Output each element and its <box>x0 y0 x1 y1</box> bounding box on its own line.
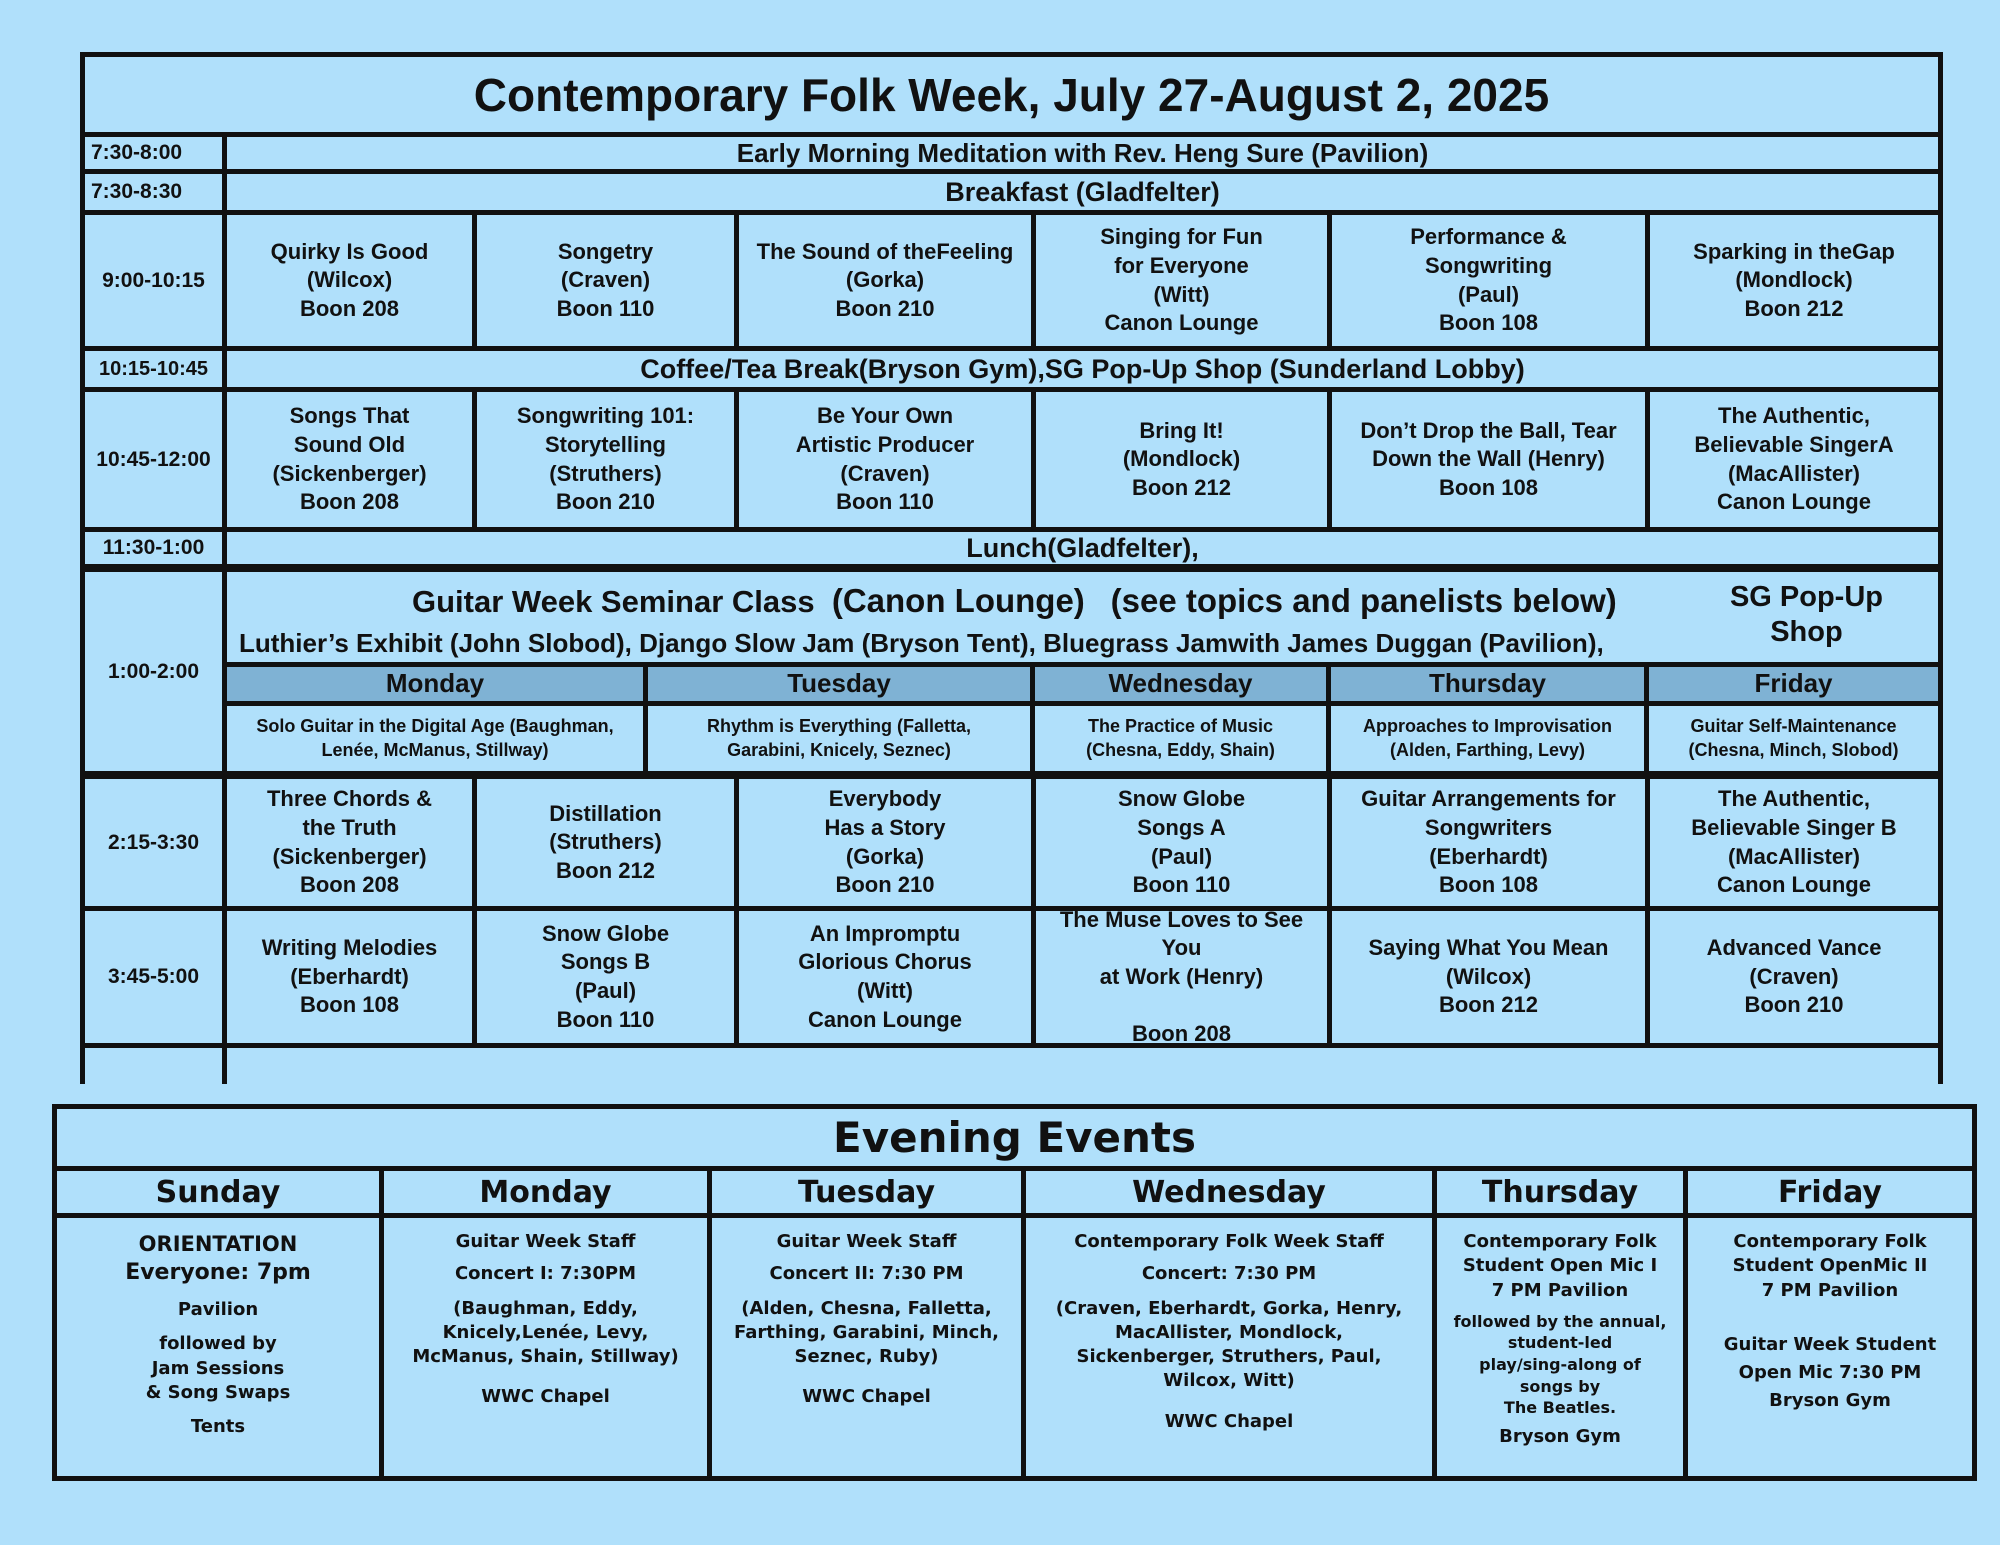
evening-wednesday: Contemporary Folk Week Staff Concert: 7:30 PM (Craven, Eberhardt, Gorka, Henry, MacAllister, Mondlock, Sickenberger, Struthers, Paul, Wilcox, Witt) WWC Chapel <box>1026 1218 1437 1481</box>
class-cell: Everybody Has a Story (Gorka) Boon 210 <box>739 779 1036 906</box>
time-label: 11:30-1:00 <box>85 532 227 564</box>
day-sunday: Sunday <box>57 1171 384 1213</box>
time-label: 7:30-8:00 <box>85 137 227 169</box>
class-cell: Don’t Drop the Ball, Tear Down the Wall (Henry) Boon 108 <box>1332 392 1650 527</box>
class-cell: Distillation (Struthers) Boon 212 <box>477 779 739 906</box>
day-monday: Monday <box>384 1171 712 1213</box>
time-label: 10:45-12:00 <box>85 392 227 527</box>
class-cell: The Muse Loves to See You at Work (Henry) Boon 208 <box>1036 911 1332 1043</box>
day-tuesday: Tuesday <box>648 667 1035 701</box>
time-label: 7:30-8:30 <box>85 174 227 210</box>
session3-row <box>85 779 1938 911</box>
day-friday: Friday <box>1777 1174 1882 1210</box>
class-cell: Bring It! (Mondlock) Boon 212 <box>1036 392 1332 527</box>
seminar-title: Guitar Week Seminar Class (Canon Lounge) (see topics and panelists below) <box>412 582 1617 619</box>
evening-day-header <box>57 1171 1972 1218</box>
topic-cell: Guitar Self-Maintenance (Chesna, Minch, Slobod) <box>1688 716 1899 760</box>
day-monday: Monday <box>227 667 648 701</box>
seminar-events-line: Luthier’s Exhibit (John Slobod), Django Slow Jam (Bryson Tent), Bluegrass Jamwith James Duggan (Pavilion), <box>239 628 1604 658</box>
class-cell: Three Chords & the Truth (Sickenberger) Boon 208 <box>227 779 477 906</box>
time-label-empty <box>85 1048 227 1084</box>
meditation-text: Early Morning Meditation with Rev. Heng Sure (Pavilion) <box>736 137 1429 168</box>
time-label: 9:00-10:15 <box>85 215 227 346</box>
class-cell: The Authentic, Believable SingerA (MacAllister) Canon Lounge <box>1694 403 1894 515</box>
class-cell: Songwriting 101: Storytelling (Struthers) Boon 210 <box>477 392 739 527</box>
class-cell: Be Your Own Artistic Producer (Craven) Boon 110 <box>739 392 1036 527</box>
day-wednesday: Wednesday <box>1035 667 1331 701</box>
evening-thursday: Contemporary Folk Student Open Mic I 7 PM Pavilion followed by the annual, student-led play/sing-along of songs by The Beatles. Bryson Gym <box>1437 1218 1688 1481</box>
time-label: 10:15-10:45 <box>85 351 227 387</box>
seminar-row <box>85 572 1938 779</box>
topic-cell: The Practice of Music (Chesna, Eddy, Shain) <box>1035 706 1331 771</box>
class-cell: The Authentic, Believable Singer B (MacAllister) Canon Lounge <box>1691 786 1897 898</box>
seminar-day-header <box>227 667 1938 706</box>
class-cell: Advanced Vance (Craven) Boon 210 <box>1706 935 1882 1018</box>
coffee-text: Coffee/Tea Break(Bryson Gym),SG Pop-Up Shop (Sunderland Lobby) <box>640 353 1525 384</box>
day-wednesday: Wednesday <box>1026 1171 1437 1213</box>
lunch-row <box>85 532 1938 572</box>
seminar-topics <box>227 706 1938 771</box>
seminar-header <box>227 572 1938 667</box>
topic-cell: Rhythm is Everything (Falletta, Garabini, Knicely, Seznec) <box>648 706 1035 771</box>
evening-friday: Contemporary Folk Student OpenMic II 7 PM Pavilion Guitar Week Student Open Mic 7:30 PM Bryson Gym <box>1723 1231 1937 1412</box>
session4-row <box>85 906 1938 1048</box>
session2-row <box>85 392 1938 532</box>
class-cell: Performance & Songwriting (Paul) Boon 108 <box>1332 215 1650 346</box>
class-cell: The Sound of theFeeling (Gorka) Boon 210 <box>739 215 1036 346</box>
breakfast-text: Breakfast (Gladfelter) <box>945 176 1220 207</box>
evening-tuesday: Guitar Week Staff Concert II: 7:30 PM (Alden, Chesna, Falletta, Farthing, Garabini, Minch, Seznec, Ruby) WWC Chapel <box>712 1218 1026 1481</box>
session1-row <box>85 215 1938 351</box>
class-cell: An Impromptu Glorious Chorus (Witt) Canon Lounge <box>739 911 1036 1043</box>
evening-title: Evening Events <box>57 1109 1972 1171</box>
topic-cell: Approaches to Improvisation (Alden, Farthing, Levy) <box>1331 706 1649 771</box>
class-cell: Guitar Arrangements for Songwriters (Eberhardt) Boon 108 <box>1332 779 1650 906</box>
day-tuesday: Tuesday <box>712 1171 1026 1213</box>
class-cell: Sparking in theGap (Mondlock) Boon 212 <box>1693 238 1895 321</box>
class-cell: Writing Melodies (Eberhardt) Boon 108 <box>227 911 477 1043</box>
class-cell: Saying What You Mean (Wilcox) Boon 212 <box>1332 911 1650 1043</box>
evening-cells <box>57 1218 1972 1481</box>
class-cell: Singing for Fun for Everyone (Witt) Canon Lounge <box>1036 215 1332 346</box>
time-label: 3:45-5:00 <box>85 911 227 1043</box>
class-cell: Snow Globe Songs A (Paul) Boon 110 <box>1036 779 1332 906</box>
class-cell: Quirky Is Good (Wilcox) Boon 208 <box>227 215 477 346</box>
empty-row <box>85 1048 1943 1084</box>
time-label: 2:15-3:30 <box>85 779 227 906</box>
day-friday: Friday <box>1754 668 1833 699</box>
time-label: 1:00-2:00 <box>85 572 227 771</box>
coffee-row <box>85 351 1938 392</box>
evening-sunday: ORIENTATION Everyone: 7pm Pavilion followed by Jam Sessions & Song Swaps Tents <box>57 1218 384 1481</box>
evening-monday: Guitar Week Staff Concert I: 7:30PM (Baughman, Eddy, Knicely,Lenée, Levy, McManus, Shain, Stillway) WWC Chapel <box>384 1218 712 1481</box>
class-cell: Snow Globe Songs B (Paul) Boon 110 <box>477 911 739 1043</box>
lunch-text: Lunch(Gladfelter), <box>966 532 1199 563</box>
page-title: Contemporary Folk Week, July 27-August 2, 2025 <box>85 57 1938 137</box>
day-schedule-grid <box>80 52 1943 1084</box>
meditation-row <box>85 137 1938 174</box>
evening-events-table <box>52 1104 1977 1481</box>
breakfast-row <box>85 174 1938 215</box>
class-cell: Songs That Sound Old (Sickenberger) Boon 208 <box>227 392 477 527</box>
topic-cell: Solo Guitar in the Digital Age (Baughman, Lenée, McManus, Stillway) <box>227 706 648 771</box>
popup-shop: SG Pop-Up Shop <box>1729 581 1883 649</box>
day-thursday: Thursday <box>1331 667 1649 701</box>
day-thursday: Thursday <box>1437 1171 1688 1213</box>
class-cell: Songetry (Craven) Boon 110 <box>477 215 739 346</box>
